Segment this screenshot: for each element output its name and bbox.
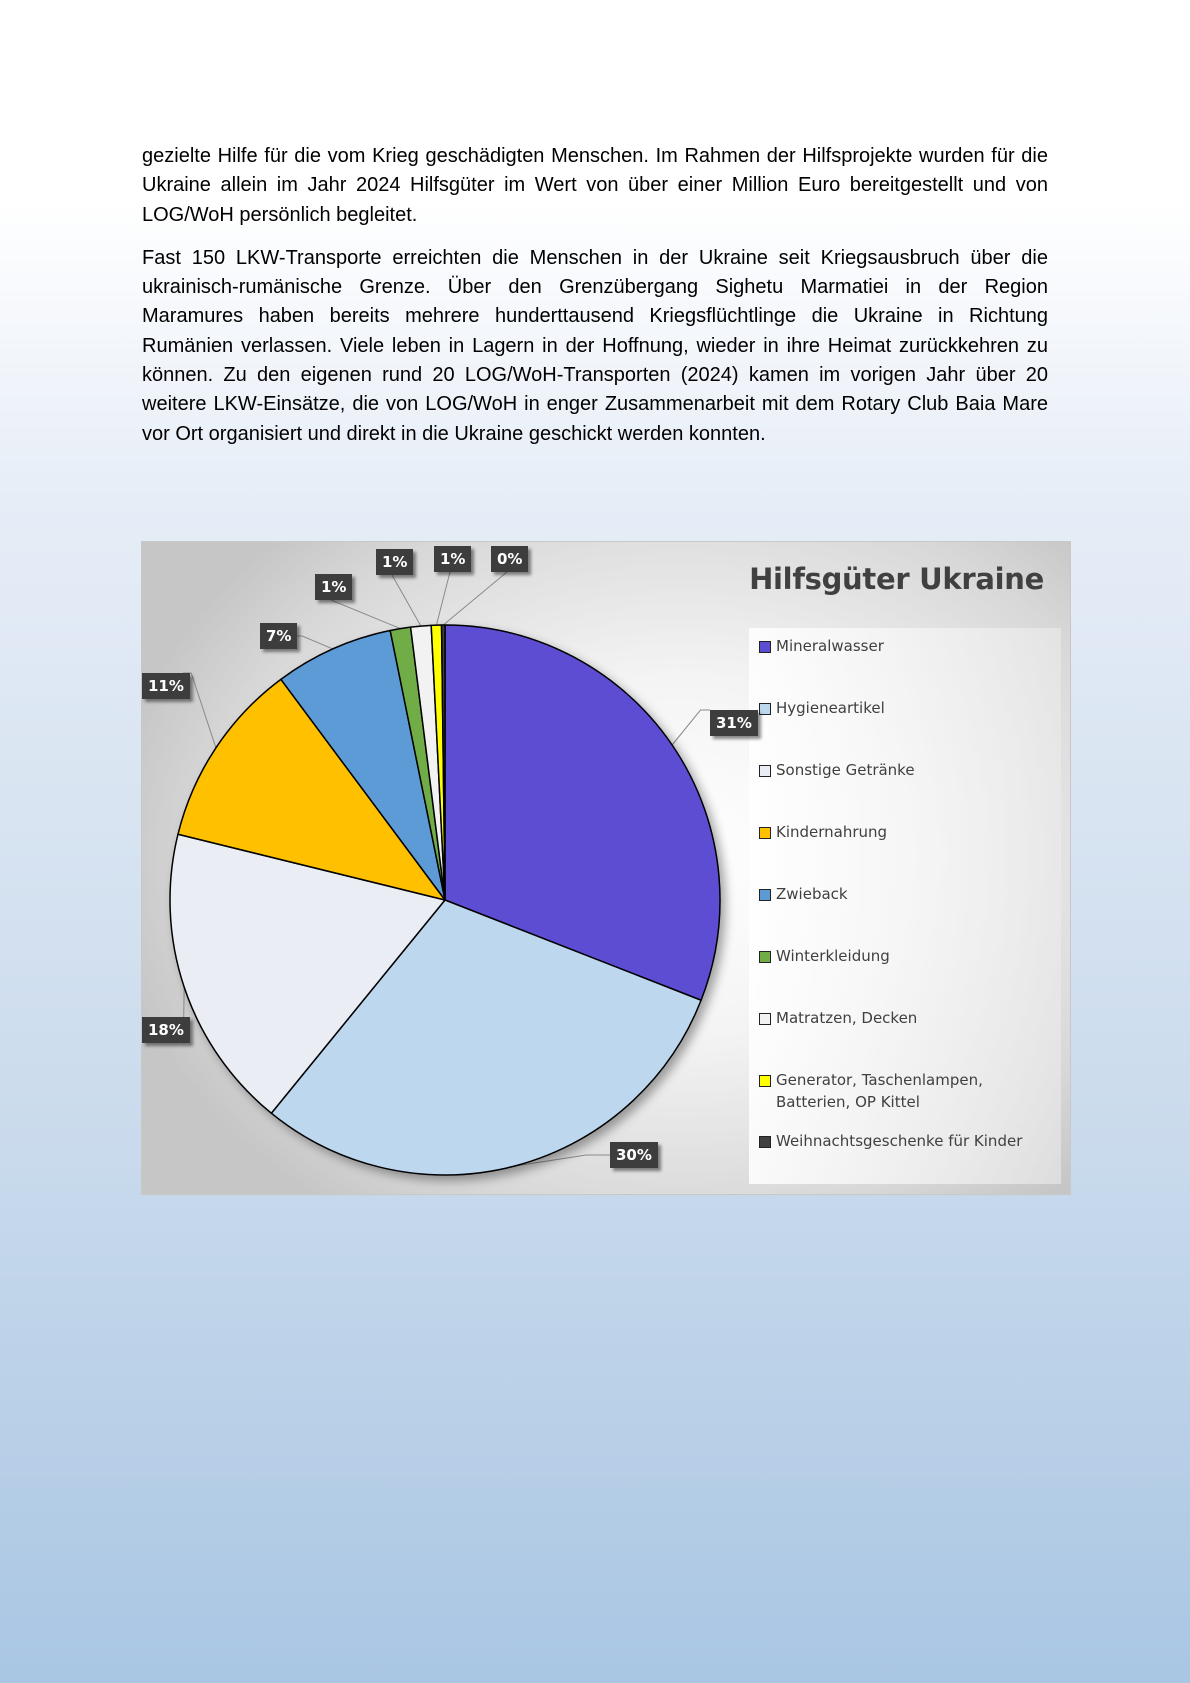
data-label-4: 11%	[142, 673, 190, 699]
legend-item-4	[759, 821, 1059, 843]
pie-chart	[141, 541, 1071, 1195]
data-label-6: 1%	[315, 574, 352, 600]
legend-swatch	[759, 889, 771, 901]
legend-swatch	[759, 1075, 771, 1087]
legend-label: Weihnachtsgeschenke für Kinder	[776, 1132, 1023, 1150]
data-label-1: 31%	[710, 710, 758, 736]
legend-swatch	[759, 1136, 771, 1148]
legend-label: Zwieback	[776, 885, 848, 903]
chart-legend	[749, 628, 1061, 1184]
legend-swatch	[759, 1013, 771, 1025]
legend-swatch	[759, 703, 771, 715]
legend-swatch	[759, 827, 771, 839]
leader-line-6	[331, 600, 400, 629]
legend-item-6	[759, 945, 1059, 967]
legend-label: Sonstige Getränke	[776, 761, 915, 779]
body-text	[142, 142, 1048, 463]
legend-item-8	[759, 1069, 1059, 1113]
data-label-7: 1%	[376, 549, 413, 575]
leader-line-9	[443, 572, 507, 625]
data-label-8: 1%	[434, 546, 471, 572]
legend-item-5	[759, 883, 1059, 905]
legend-item-2	[759, 697, 1059, 719]
legend-item-9	[759, 1130, 1059, 1152]
legend-label: Winterkleidung	[776, 947, 890, 965]
leader-line-5	[292, 636, 333, 649]
legend-label: Kindernahrung	[776, 823, 888, 841]
pie-slices	[170, 625, 720, 1175]
leader-line-7	[392, 575, 421, 626]
legend-label: Mineralwasser	[776, 637, 884, 655]
data-label-5: 7%	[260, 623, 297, 649]
legend-item-1	[759, 635, 1059, 657]
legend-swatch	[759, 641, 771, 653]
legend-item-7	[759, 1007, 1059, 1029]
paragraph-1: gezielte Hilfe für die vom Krieg geschädigten Menschen. Im Rahmen der Hilfsprojekte wurden für die Ukraine allein im Jahr 2024 Hilfsgüter im Wert von über einer Million Euro bereitgestellt und von LOG/WoH persönlich begleitet.	[142, 145, 1048, 226]
leader-line-1	[672, 710, 710, 745]
data-label-2: 30%	[610, 1142, 658, 1168]
legend-swatch	[759, 765, 771, 777]
data-label-3: 18%	[142, 1017, 190, 1043]
data-label-9: 0%	[491, 546, 528, 572]
legend-label: Generator, Taschenlampen, Batterien, OP Kittel	[776, 1071, 983, 1111]
leader-line-8	[436, 572, 450, 625]
legend-label: Hygieneartikel	[776, 699, 885, 717]
chart-title: Hilfsgüter Ukraine	[749, 562, 1044, 596]
paragraph-2: Fast 150 LKW-Transporte erreichten die Menschen in der Ukraine seit Kriegsausbruch über die ukrainisch-rumänische Grenze. Über den Grenzübergang Sighetu Marmatiei in der Region Maramures haben bereits mehrere hunderttausend Kriegsflüchtlinge die Ukraine in Richtung Rumänien verlassen. Viele leben in Lagern in der Hoffnung, wieder in ihre Heimat zurückkehren zu können. Zu den eigenen rund 20 LOG/WoH-Transporten (2024) kamen im vorigen Jahr über 20 weitere LKW-Einsätze, die von LOG/WoH in enger Zusammenarbeit mit dem Rotary Club Baia Mare vor Ort organisiert und direkt in die Ukraine geschickt werden konnten.	[142, 246, 1048, 445]
legend-item-3	[759, 759, 1059, 781]
legend-swatch	[759, 951, 771, 963]
legend-label: Matratzen, Decken	[776, 1009, 918, 1027]
